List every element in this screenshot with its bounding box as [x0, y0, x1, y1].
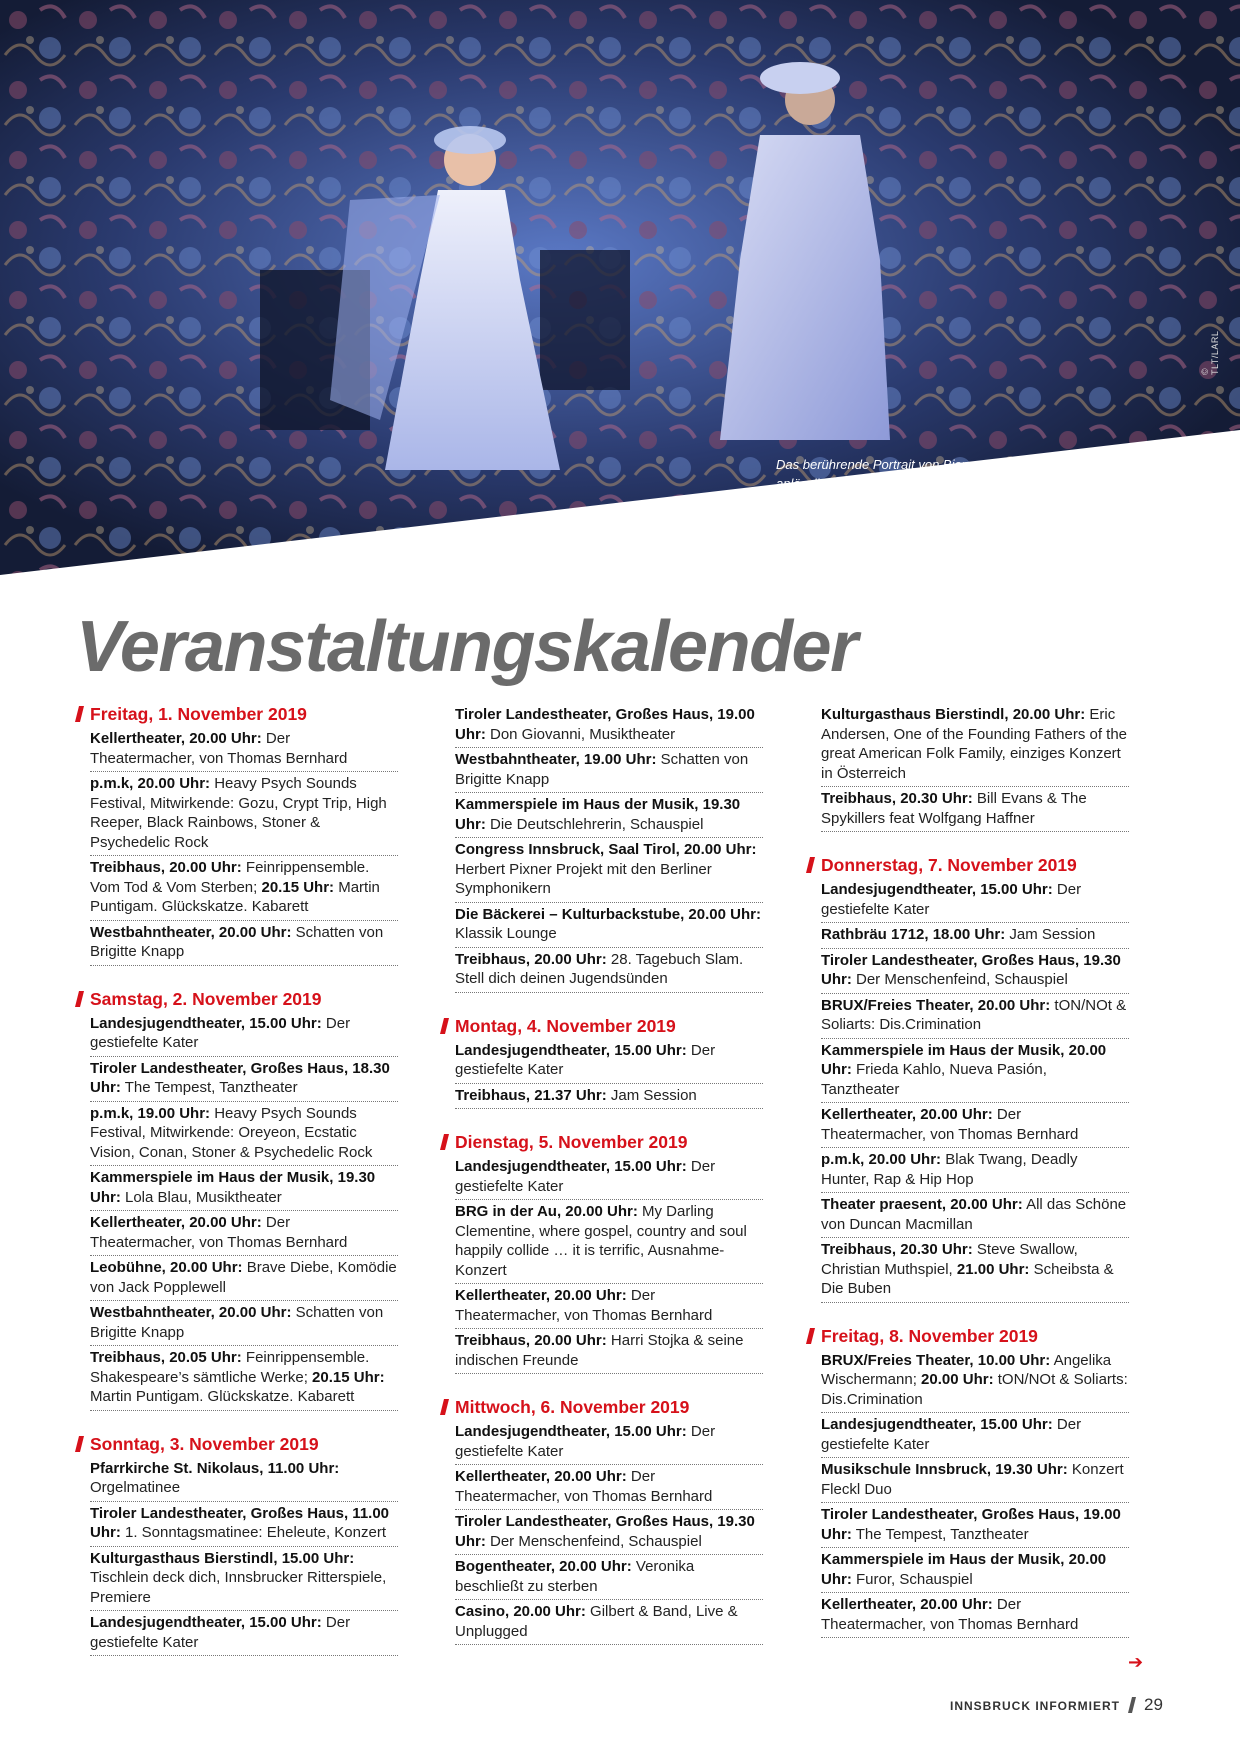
event-entry — [821, 1148, 1129, 1193]
day-heading-text: Mittwoch, 6. November 2019 — [455, 1397, 690, 1417]
event-entry — [455, 793, 763, 838]
event-venue-time: Theater praesent, 20.00 Uhr: — [821, 1196, 1023, 1213]
event-venue-time: Tiroler Landestheater, Großes Haus, 19.30 Uhr: — [455, 1513, 755, 1550]
event-venue-time: Tiroler Landestheater, Großes Haus, 19.00 Uhr: — [821, 1506, 1121, 1543]
event-description: All das Schöne von Duncan Macmillan — [821, 1196, 1127, 1233]
event-venue-time: Kellertheater, 20.00 Uhr: — [455, 1468, 627, 1485]
event-venue-time: Landesjugendtheater, 15.00 Uhr: — [90, 1014, 322, 1032]
event-venue-time: Kellertheater, 20.00 Uhr: — [821, 1596, 993, 1613]
event-entry — [821, 1238, 1129, 1303]
event-venue-time: Congress Innsbruck, Saal Tirol, 20.00 Uhr: — [455, 841, 757, 858]
event-venue-time: Casino, 20.00 Uhr: — [455, 1603, 586, 1620]
event-description: Blak Twang, Deadly Hunter, Rap & Hip Hop — [821, 1151, 1078, 1188]
page-number: 29 — [1144, 1695, 1163, 1714]
event-venue-time: Kammerspiele im Haus der Musik, 20.00 Uhr: — [821, 1041, 1107, 1078]
event-venue-time: Kammerspiele im Haus der Musik, 19.30 Uhr: — [90, 1169, 376, 1206]
event-venue-time: Bogentheater, 20.00 Uhr: — [455, 1558, 632, 1575]
event-entry — [821, 949, 1129, 994]
event-description: Die Deutschlehrerin, Schauspiel — [485, 815, 704, 833]
event-description: Harri Stojka & seine indischen Freunde — [455, 1332, 744, 1369]
event-venue-time: Die Bäckerei – Kulturbackstube, 20.00 Uhr: — [455, 905, 761, 923]
event-entry — [455, 1600, 763, 1645]
day-section — [76, 988, 398, 1411]
event-description: The Tempest, Tanztheater — [851, 1525, 1029, 1543]
event-entry — [90, 921, 398, 966]
event-entry — [455, 903, 763, 948]
event-venue-time: Treibhaus, 20.05 Uhr: — [90, 1349, 242, 1366]
event-venue-time: p.m.k, 20.00 Uhr: — [821, 1151, 942, 1168]
event-venue-time: BRG in der Au, 20.00 Uhr: — [455, 1203, 638, 1220]
event-description: Schatten von Brigitte Knapp — [90, 1304, 384, 1341]
event-entry — [455, 703, 763, 748]
event-description: Der Theatermacher, von Thomas Bernhard — [90, 1214, 348, 1251]
slash-marker — [440, 1134, 449, 1150]
event-entry — [821, 1349, 1129, 1414]
event-entry — [821, 703, 1129, 787]
event-venue-time: Kellertheater, 20.00 Uhr: — [455, 1287, 627, 1304]
publication-name: INNSBRUCK INFORMIERT — [950, 1699, 1120, 1713]
event-description: Der gestiefelte Kater — [455, 1158, 716, 1195]
event-description: Der Theatermacher, von Thomas Bernhard — [821, 1596, 1079, 1633]
event-entry — [90, 1547, 398, 1612]
day-heading-text: Freitag, 1. November 2019 — [90, 704, 307, 724]
event-venue-time: Landesjugendtheater, 15.00 Uhr: — [90, 1614, 322, 1631]
event-entry — [90, 1502, 398, 1547]
event-entry — [90, 1057, 398, 1102]
event-entry — [90, 772, 398, 856]
day-heading — [807, 854, 1129, 876]
event-venue-time: Kellertheater, 20.00 Uhr: — [90, 730, 262, 747]
event-description: Lola Blau, Musiktheater — [120, 1188, 282, 1206]
event-description: Der gestiefelte Kater — [455, 1041, 716, 1078]
event-entry — [455, 1329, 763, 1374]
event-entry — [90, 727, 398, 772]
event-description: Der Theatermacher, von Thomas Bernhard — [821, 1106, 1079, 1143]
event-entry — [455, 1039, 763, 1084]
slash-marker — [806, 1328, 815, 1344]
event-venue-time: Treibhaus, 20.30 Uhr: — [821, 790, 973, 807]
slash-marker — [806, 857, 815, 873]
page-title: Veranstaltungskalender — [76, 607, 857, 687]
event-description: Brave Diebe, Komödie von Jack Popplewell — [90, 1259, 397, 1296]
day-heading — [441, 1015, 763, 1037]
event-entry — [821, 1458, 1129, 1503]
slash-marker — [440, 1399, 449, 1415]
event-description: Der Menschenfeind, Schauspiel — [851, 971, 1068, 988]
event-entry — [455, 1510, 763, 1555]
event-entry — [455, 1155, 763, 1200]
event-entry — [90, 1346, 398, 1411]
event-description: Eric Andersen, One of the Founding Fathers of the great American Folk Family, einziges Konzert in Österreich — [821, 706, 1128, 782]
event-description: Klassik Lounge — [455, 925, 557, 942]
event-entry — [455, 1555, 763, 1600]
day-heading — [807, 1325, 1129, 1347]
event-venue-time: 20.15 Uhr: — [307, 1368, 385, 1386]
event-venue-time: Leobühne, 20.00 Uhr: — [90, 1259, 243, 1276]
hero-photo — [0, 0, 1240, 575]
slash-marker — [440, 1018, 449, 1034]
event-entry — [90, 1611, 398, 1656]
event-description: Frieda Kahlo, Nueva Pasión, Tanztheater — [821, 1061, 1047, 1098]
day-section — [441, 1131, 763, 1374]
day-section — [76, 1433, 398, 1657]
event-description: tON/NOt & Soliarts: Dis.Crimination — [821, 996, 1127, 1033]
event-venue-time: Treibhaus, 20.00 Uhr: — [90, 859, 242, 876]
day-section — [441, 1015, 763, 1110]
event-venue-time: Treibhaus, 21.37 Uhr: — [455, 1086, 607, 1104]
event-description: Heavy Psych Sounds Festival, Mitwirkende: Gozu, Crypt Trip, High Reeper, Black Rainbows, Stoner & Psychedelic Rock — [90, 775, 387, 851]
event-entry — [90, 856, 398, 921]
event-entry — [821, 1593, 1129, 1638]
event-entry — [90, 1301, 398, 1346]
event-description: Der gestiefelte Kater — [821, 881, 1082, 918]
day-section — [807, 703, 1129, 832]
event-venue-time: Landesjugendtheater, 15.00 Uhr: — [455, 1041, 687, 1059]
event-venue-time: Landesjugendtheater, 15.00 Uhr: — [821, 1416, 1053, 1433]
day-section — [76, 703, 398, 966]
day-heading — [441, 1131, 763, 1153]
event-entry — [821, 1193, 1129, 1238]
event-entry — [821, 1548, 1129, 1593]
event-venue-time: Treibhaus, 20.00 Uhr: — [455, 1332, 607, 1349]
event-entry — [90, 1256, 398, 1301]
event-entry — [90, 1102, 398, 1167]
event-description: Schatten von Brigitte Knapp — [455, 751, 749, 788]
slash-marker — [75, 706, 84, 722]
event-description: 1. Sonntagsmatinee: Eheleute, Konzert — [120, 1524, 387, 1541]
event-description: Der Theatermacher, von Thomas Bernhard — [455, 1468, 713, 1505]
calendar-column-1 — [76, 703, 398, 1678]
event-entry — [455, 838, 763, 903]
day-section — [441, 703, 763, 993]
event-venue-time: Landesjugendtheater, 15.00 Uhr: — [455, 1423, 687, 1440]
day-heading-text: Montag, 4. November 2019 — [455, 1015, 676, 1036]
event-venue-time: Treibhaus, 20.30 Uhr: — [821, 1241, 973, 1258]
event-description: Jam Session — [606, 1086, 697, 1104]
event-description: Der gestiefelte Kater — [90, 1614, 351, 1651]
event-entry — [821, 994, 1129, 1039]
event-description: Furor, Schauspiel — [851, 1570, 973, 1588]
event-venue-time: Landesjugendtheater, 15.00 Uhr: — [821, 881, 1053, 898]
event-venue-time: BRUX/Freies Theater, 20.00 Uhr: — [821, 996, 1051, 1014]
event-venue-time: Pfarrkirche St. Nikolaus, 11.00 Uhr: — [90, 1459, 340, 1477]
event-venue-time: Tiroler Landestheater, Großes Haus, 19.30 Uhr: — [821, 951, 1121, 988]
event-description: 28. Tagebuch Slam. Stell dich deinen Jugendsünden — [455, 950, 744, 987]
event-description: Martin Puntigam. Glückskatze. Kabarett — [90, 878, 380, 915]
event-description: Don Giovanni, Musiktheater — [485, 725, 676, 743]
event-entry — [821, 787, 1129, 832]
day-heading — [76, 988, 398, 1010]
calendar-column-2 — [441, 703, 763, 1667]
event-venue-time: Kammerspiele im Haus der Musik, 20.00 Uhr: — [821, 1551, 1107, 1588]
page-footer — [950, 1695, 1163, 1715]
slash-marker — [75, 1436, 84, 1452]
slash-marker — [75, 991, 84, 1007]
event-venue-time: Rathbräu 1712, 18.00 Uhr: — [821, 926, 1006, 943]
event-entry — [821, 1503, 1129, 1548]
event-entry — [90, 1211, 398, 1256]
event-description: Bill Evans & The Spykillers feat Wolfgang Haffner — [821, 790, 1087, 827]
event-description: Angelika Wischermann; — [821, 1351, 1112, 1388]
event-venue-time: Kellertheater, 20.00 Uhr: — [821, 1106, 993, 1123]
event-entry — [455, 1284, 763, 1329]
event-description: Scheibsta & Die Buben — [821, 1260, 1114, 1297]
event-venue-time: Westbahntheater, 20.00 Uhr: — [90, 923, 292, 941]
event-entry — [455, 748, 763, 793]
event-description: My Darling Clementine, where gospel, country and soul happily collide … it is terrific, Ausnahme-Konzert — [455, 1203, 747, 1279]
event-description: Feinrippensemble. Shakespeare’s sämtliche Werke; — [90, 1349, 370, 1386]
day-heading-text: Donnerstag, 7. November 2019 — [821, 855, 1077, 875]
footer-divider — [1128, 1697, 1136, 1713]
event-description: Der Theatermacher, von Thomas Bernhard — [455, 1287, 713, 1324]
event-description: Jam Session — [1005, 926, 1096, 943]
event-entry — [821, 1413, 1129, 1458]
day-heading-text: Sonntag, 3. November 2019 — [90, 1433, 319, 1454]
event-entry — [455, 948, 763, 993]
event-venue-time: 20.00 Uhr: — [916, 1371, 994, 1388]
event-venue-time: 20.15 Uhr: — [257, 878, 335, 896]
event-venue-time: Kammerspiele im Haus der Musik, 19.30 Uhr: — [455, 796, 741, 833]
day-heading — [441, 1396, 763, 1418]
event-description: Schatten von Brigitte Knapp — [90, 923, 384, 960]
event-venue-time: Kellertheater, 20.00 Uhr: — [90, 1214, 262, 1231]
event-description: Tischlein deck dich, Innsbrucker Ritterspiele, Premiere — [90, 1569, 387, 1606]
event-description: The Tempest, Tanztheater — [120, 1079, 298, 1096]
event-description: Der gestiefelte Kater — [90, 1014, 351, 1051]
event-venue-time: Tiroler Landestheater, Großes Haus, 19.00 Uhr: — [455, 706, 755, 743]
event-description: Martin Puntigam. Glückskatze. Kabarett — [90, 1388, 355, 1405]
event-entry — [821, 1039, 1129, 1104]
photo-credit: © TLT/LARL — [1200, 330, 1220, 375]
event-description: Konzert Fleckl Duo — [821, 1461, 1124, 1498]
event-venue-time: Tiroler Landestheater, Großes Haus, 11.00 Uhr: — [90, 1504, 390, 1541]
event-venue-time: Westbahntheater, 19.00 Uhr: — [455, 751, 657, 768]
event-entry — [455, 1200, 763, 1284]
event-entry — [455, 1084, 763, 1110]
event-venue-time: 21.00 Uhr: — [952, 1260, 1030, 1278]
day-heading-text: Samstag, 2. November 2019 — [90, 988, 322, 1009]
event-venue-time: Treibhaus, 20.00 Uhr: — [455, 950, 607, 968]
event-entry — [90, 1457, 398, 1502]
day-heading — [76, 703, 398, 725]
event-description: Veronika beschließt zu sterben — [455, 1558, 695, 1595]
day-section — [807, 1325, 1129, 1639]
event-venue-time: Tiroler Landestheater, Großes Haus, 18.30 Uhr: — [90, 1059, 390, 1096]
event-entry — [821, 1103, 1129, 1148]
day-section — [441, 1396, 763, 1645]
photo-caption: Das berührende Portrait von Bianca Maria Sforza wird anlässlich des Maximilianjahres im Musical „Die Schattenkönigin“ charakterisiert. Termine: 16., 27. und 28. November — [776, 457, 1110, 529]
event-venue-time: Musikschule Innsbruck, 19.30 Uhr: — [821, 1461, 1068, 1478]
event-venue-time: Kulturgasthaus Bierstindl, 15.00 Uhr: — [90, 1549, 355, 1567]
day-heading-text: Freitag, 8. November 2019 — [821, 1325, 1038, 1346]
arrow-right-icon[interactable]: ➔ — [1128, 1652, 1144, 1672]
event-entry — [821, 923, 1129, 949]
event-venue-time: Kulturgasthaus Bierstindl, 20.00 Uhr: — [821, 706, 1086, 723]
event-venue-time: BRUX/Freies Theater, 10.00 Uhr: — [821, 1351, 1051, 1369]
event-description: Der gestiefelte Kater — [821, 1416, 1082, 1453]
event-description: Der Theatermacher, von Thomas Bernhard — [90, 730, 348, 767]
event-entry — [90, 1012, 398, 1057]
event-description: Heavy Psych Sounds Festival, Mitwirkende: Oreyeon, Ecstatic Vision, Conan, Stoner & Psychedelic Rock — [90, 1104, 373, 1161]
event-description: Der gestiefelte Kater — [455, 1423, 716, 1460]
event-entry — [455, 1465, 763, 1510]
event-description: Orgelmatinee — [90, 1479, 181, 1496]
event-venue-time: Westbahntheater, 20.00 Uhr: — [90, 1304, 292, 1321]
event-venue-time: p.m.k, 20.00 Uhr: — [90, 775, 211, 792]
day-section — [807, 854, 1129, 1303]
event-venue-time: p.m.k, 19.00 Uhr: — [90, 1104, 211, 1122]
event-description: Gilbert & Band, Live & Unplugged — [455, 1603, 738, 1640]
event-entry — [821, 878, 1129, 923]
event-description: Steve Swallow, Christian Muthspiel, — [821, 1241, 1078, 1278]
event-description: Feinrippensemble. Vom Tod & Vom Sterben; — [90, 859, 370, 896]
event-description: Herbert Pixner Projekt mit den Berliner Symphonikern — [455, 860, 712, 897]
calendar-column-3 — [807, 703, 1129, 1660]
day-heading-text: Dienstag, 5. November 2019 — [455, 1132, 688, 1152]
event-description: tON/NOt & Soliarts: Dis.Crimination — [821, 1371, 1128, 1408]
day-heading — [76, 1433, 398, 1455]
event-description: Der Menschenfeind, Schauspiel — [485, 1532, 702, 1550]
event-venue-time: Landesjugendtheater, 15.00 Uhr: — [455, 1158, 687, 1175]
event-entry — [90, 1166, 398, 1211]
event-entry — [455, 1420, 763, 1465]
